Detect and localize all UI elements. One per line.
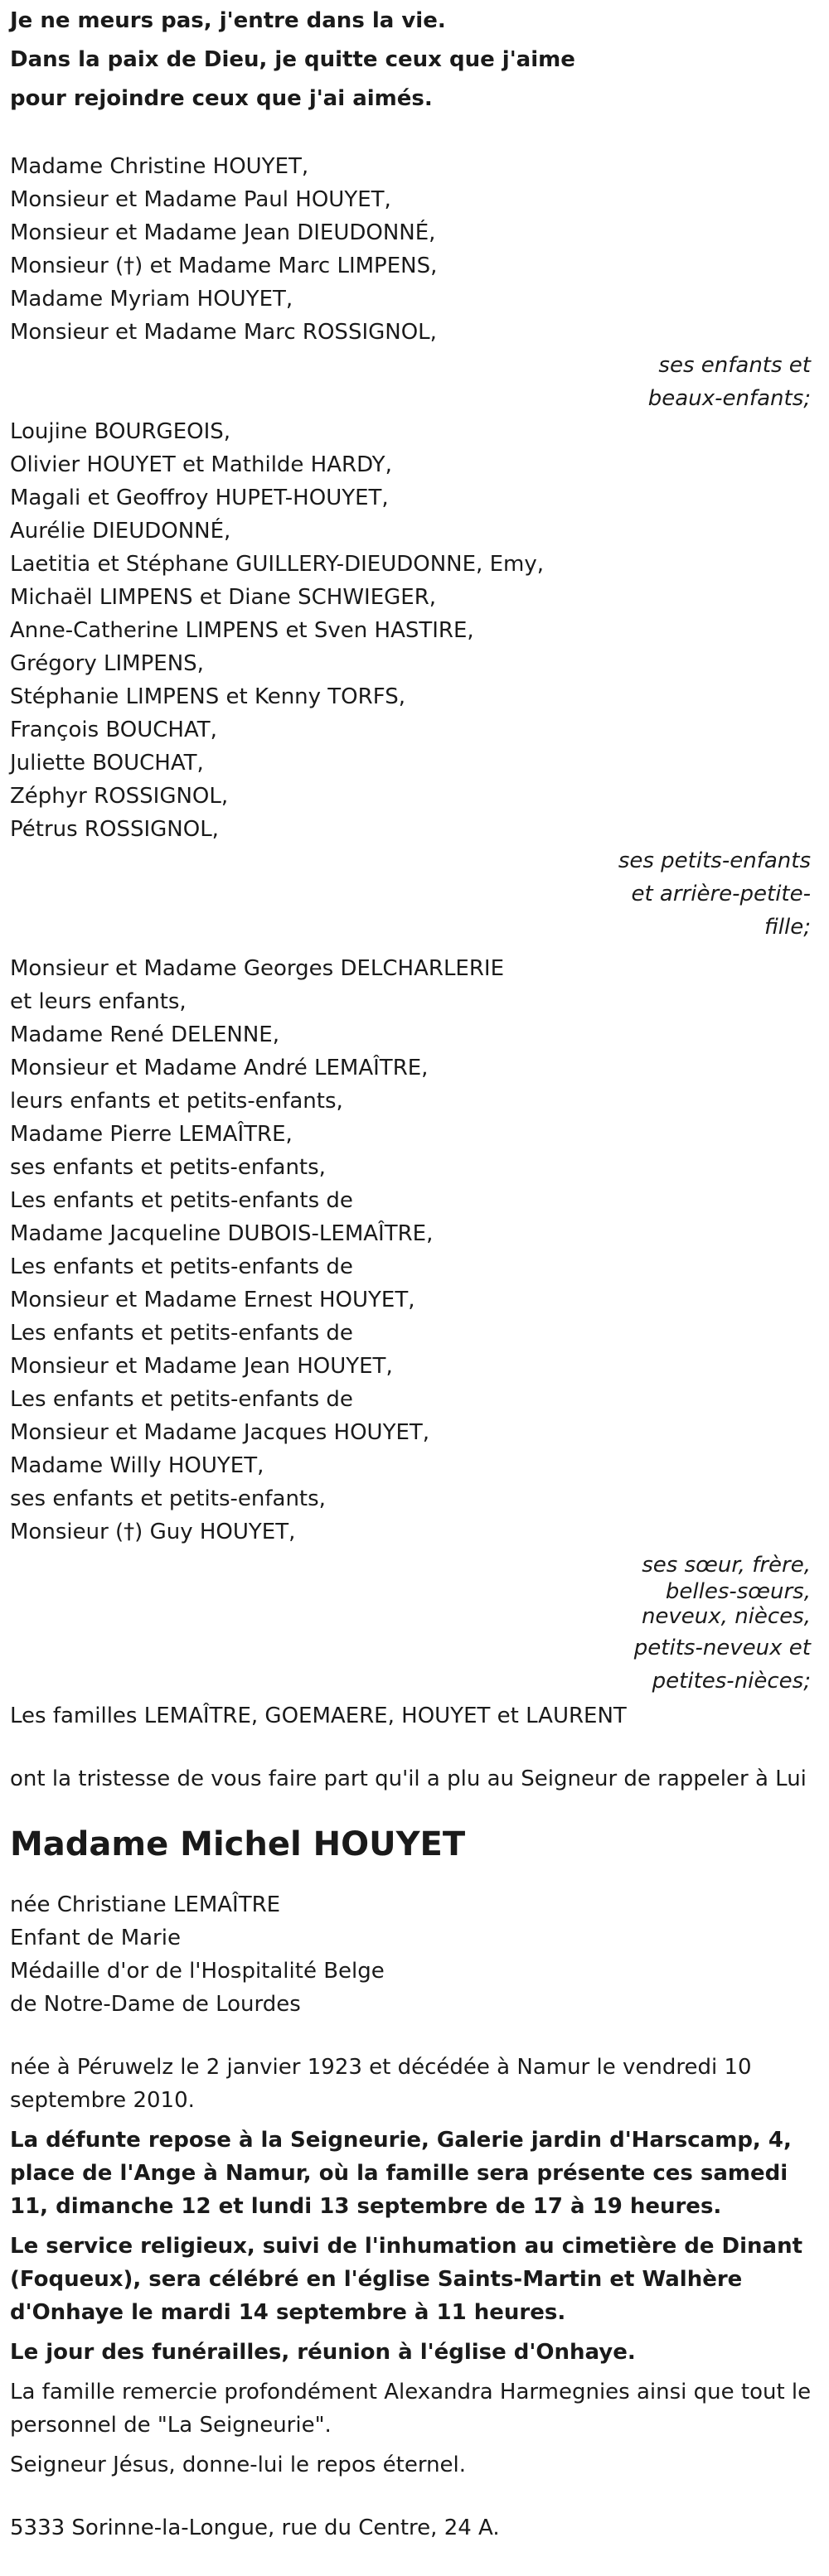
- relation-line: petites-nièces;: [652, 1669, 811, 1694]
- announcement-text: ont la tristesse de vous faire part qu'il a plu au Seigneur de rappeler à Lui: [10, 1766, 807, 1791]
- verse-line: pour rejoindre ceux que j'ai aimés.: [10, 86, 433, 111]
- repose-text: La défunte repose à la Seigneurie, Galerie jardin d'Harscamp, 4, place de l'Ange à Namur, où la famille sera présente ces samedi 11, dimanche 12 et lundi 13 septembre de 17 à 19 heures.: [10, 2128, 792, 2219]
- family-member: Zéphyr ROSSIGNOL,: [10, 784, 229, 809]
- family-member: Monsieur et Madame Jacques HOUYET,: [10, 1420, 430, 1445]
- family-member: Les enfants et petits-enfants de: [10, 1321, 353, 1346]
- family-member: Laetitia et Stéphane GUILLERY-DIEUDONNE, Emy,: [10, 552, 544, 577]
- family-member: Monsieur (†) Guy HOUYET,: [10, 1520, 296, 1544]
- family-member: Monsieur et Madame Marc ROSSIGNOL,: [10, 320, 437, 345]
- family-member: Les enfants et petits-enfants de: [10, 1254, 353, 1279]
- relation-line: neveux, nièces,: [641, 1604, 811, 1629]
- detail-line: née Christiane LEMAÎTRE: [10, 1892, 281, 1917]
- thanks-text: La famille remercie profondément Alexandra Harmegnies ainsi que tout le personnel de "La Seigneurie".: [10, 2380, 812, 2438]
- family-member: Madame Myriam HOUYET,: [10, 287, 293, 312]
- family-member: Madame Jacqueline DUBOIS-LEMAÎTRE,: [10, 1221, 434, 1246]
- relation-line: belles-sœurs,: [665, 1579, 811, 1604]
- family-member: Pétrus ROSSIGNOL,: [10, 817, 219, 842]
- family-member: Monsieur (†) et Madame Marc LIMPENS,: [10, 254, 438, 278]
- family-member: Monsieur et Madame Georges DELCHARLERIE: [10, 956, 505, 981]
- family-member: Olivier HOUYET et Mathilde HARDY,: [10, 452, 392, 477]
- family-member: Juliette BOUCHAT,: [10, 751, 204, 776]
- relation-label: [10, 1549, 819, 1698]
- detail-line: Enfant de Marie: [10, 1926, 181, 1950]
- family-member: Monsieur et Madame Paul HOUYET,: [10, 187, 391, 212]
- relation-line: beaux-enfants;: [647, 386, 811, 411]
- obituary-notice: [0, 2, 829, 2545]
- family-member: Grégory LIMPENS,: [10, 651, 204, 676]
- relation-label: [10, 844, 819, 944]
- family-member: ses enfants et petits-enfants,: [10, 1486, 326, 1511]
- family-group-children: [10, 150, 819, 415]
- family-member: Monsieur et Madame Jean HOUYET,: [10, 1354, 393, 1379]
- relation-line: ses petits-enfants: [618, 848, 811, 873]
- birth-death-text: née à Péruwelz le 2 janvier 1923 et décédée à Namur le vendredi 10 septembre 2010.: [10, 2055, 752, 2113]
- family-member: Anne-Catherine LIMPENS et Sven HASTIRE,: [10, 618, 474, 643]
- family-member: Monsieur et Madame Jean DIEUDONNÉ,: [10, 220, 436, 245]
- family-member: Madame Pierre LEMAÎTRE,: [10, 1122, 293, 1147]
- family-member: François BOUCHAT,: [10, 718, 217, 742]
- relation-line: et arrière-petite-: [631, 882, 811, 906]
- opening-verse: [10, 2, 819, 118]
- family-member: Les enfants et petits-enfants de: [10, 1387, 353, 1412]
- family-member: Monsieur et Madame André LEMAÎTRE,: [10, 1056, 429, 1080]
- family-group-grandchildren: [10, 415, 819, 944]
- family-group-siblings: [10, 952, 819, 1698]
- family-member: Madame Willy HOUYET,: [10, 1453, 264, 1478]
- family-member: leurs enfants et petits-enfants,: [10, 1089, 343, 1114]
- relation-line: fille;: [764, 915, 811, 940]
- family-member: Les enfants et petits-enfants de: [10, 1188, 353, 1213]
- detail-line: Médaille d'or de l'Hospitalité Belge: [10, 1959, 385, 1984]
- family-member: Monsieur et Madame Ernest HOUYET,: [10, 1288, 415, 1312]
- deceased-details: [10, 1888, 819, 2021]
- family-member: Aurélie DIEUDONNÉ,: [10, 519, 231, 544]
- verse-line: Dans la paix de Dieu, je quitte ceux que j'aime: [10, 47, 575, 72]
- family-member: Magali et Geoffroy HUPET-HOUYET,: [10, 486, 389, 510]
- family-member: Michaël LIMPENS et Diane SCHWIEGER,: [10, 585, 437, 610]
- family-member: Madame Christine HOUYET,: [10, 154, 309, 179]
- family-member: ses enfants et petits-enfants,: [10, 1155, 326, 1180]
- families-line: Les familles LEMAÎTRE, GOEMAERE, HOUYET et LAURENT: [10, 1704, 627, 1728]
- address-text: 5333 Sorinne-la-Longue, rue du Centre, 24 A.: [10, 2516, 500, 2540]
- service-text: Le service religieux, suivi de l'inhumation au cimetière de Dinant (Foqueux), sera célébré en l'église Saints-Martin et Walhère d'Onhaye le mardi 14 septembre à 11 heures.: [10, 2234, 803, 2325]
- relation-line: petits-neveux et: [633, 1636, 811, 1660]
- verse-line: Je ne meurs pas, j'entre dans la vie.: [10, 8, 446, 33]
- family-member: Stéphanie LIMPENS et Kenny TORFS,: [10, 684, 405, 709]
- prayer-text: Seigneur Jésus, donne-lui le repos éternel.: [10, 2453, 467, 2477]
- relation-line: ses enfants et: [658, 353, 811, 378]
- relation-line: ses sœur, frère,: [642, 1553, 811, 1578]
- relation-label: [10, 349, 819, 415]
- funeral-meeting-text: Le jour des funérailles, réunion à l'église d'Onhaye.: [10, 2340, 636, 2365]
- family-member: Madame René DELENNE,: [10, 1022, 279, 1047]
- detail-line: de Notre-Dame de Lourdes: [10, 1992, 301, 2017]
- family-member: Loujine BOURGEOIS,: [10, 419, 231, 444]
- deceased-name: Madame Michel HOUYET: [10, 1825, 466, 1863]
- family-member: et leurs enfants,: [10, 989, 187, 1014]
